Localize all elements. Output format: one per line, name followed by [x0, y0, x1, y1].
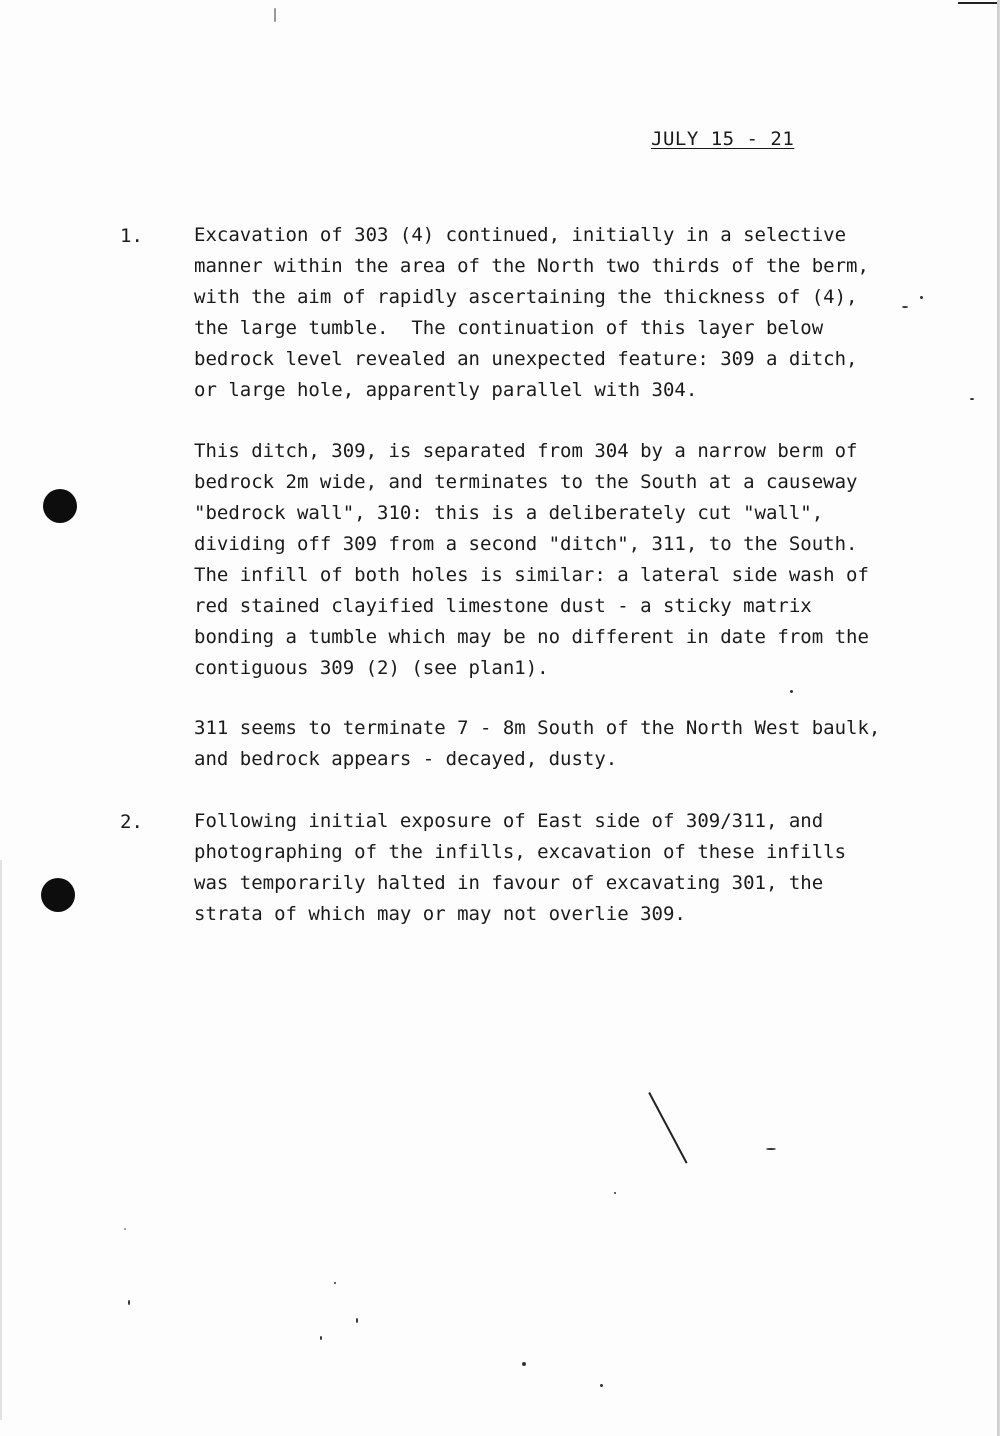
scan-speck	[790, 690, 793, 693]
text-line: "bedrock wall", 310: this is a deliberately cut "wall",	[194, 502, 824, 524]
scan-speck	[320, 1336, 322, 1340]
text-line: with the aim of rapidly ascertaining the thickness of (4),	[194, 286, 858, 308]
text-line: contiguous 309 (2) (see plan1).	[194, 657, 549, 679]
text-line: the large tumble. The continuation of this layer below	[194, 317, 824, 339]
scan-speck	[920, 296, 923, 299]
scan-speck	[614, 1192, 616, 1194]
item-number: 2.	[120, 811, 143, 833]
scan-speck	[970, 398, 974, 400]
text-line: bonding a tumble which may be no different in date from the	[194, 626, 869, 648]
page-edge-shadow	[997, 0, 999, 1436]
page-edge-mark	[958, 2, 998, 4]
text-line: and bedrock appears - decayed, dusty.	[194, 748, 618, 770]
text-line: was temporarily halted in favour of excavating 301, the	[194, 872, 824, 894]
text-line: Following initial exposure of East side of 309/311, and	[194, 810, 824, 832]
punch-hole	[41, 878, 75, 912]
scan-speck	[766, 1148, 776, 1150]
text-line: Excavation of 303 (4) continued, initially in a selective	[194, 224, 847, 246]
text-line: bedrock 2m wide, and terminates to the South at a causeway	[194, 471, 858, 493]
scan-speck	[274, 8, 276, 22]
scan-speck	[902, 306, 908, 308]
text-line: dividing off 309 from a second "ditch", 311, to the South.	[194, 533, 858, 555]
text-line: 311 seems to terminate 7 - 8m South of the North West baulk,	[194, 717, 881, 739]
paragraph	[194, 436, 934, 684]
item-number: 1.	[120, 225, 143, 247]
scan-speck	[334, 1282, 336, 1284]
date-heading: JULY 15 - 21	[651, 128, 795, 150]
paragraph	[194, 713, 934, 775]
text-line: bedrock level revealed an unexpected feature: 309 a ditch,	[194, 348, 858, 370]
text-line: This ditch, 309, is separated from 304 by a narrow berm of	[194, 440, 858, 462]
text-line: strata of which may or may not overlie 309.	[194, 903, 686, 925]
paragraph	[194, 220, 934, 406]
scan-speck	[128, 1300, 130, 1305]
text-line: The infill of both holes is similar: a lateral side wash of	[194, 564, 869, 586]
scan-speck	[356, 1318, 358, 1323]
pencil-stroke	[648, 1092, 687, 1164]
scan-speck	[600, 1384, 603, 1387]
text-line: red stained clayified limestone dust - a sticky matrix	[194, 595, 812, 617]
page-edge-shadow-left	[0, 860, 2, 1420]
text-line: manner within the area of the North two thirds of the berm,	[194, 255, 869, 277]
scan-speck	[522, 1362, 526, 1366]
punch-hole	[43, 489, 77, 523]
scan-speck	[124, 1228, 126, 1230]
paragraph	[194, 806, 934, 930]
text-line: photographing of the infills, excavation of these infills	[194, 841, 847, 863]
text-line: or large hole, apparently parallel with 304.	[194, 379, 698, 401]
